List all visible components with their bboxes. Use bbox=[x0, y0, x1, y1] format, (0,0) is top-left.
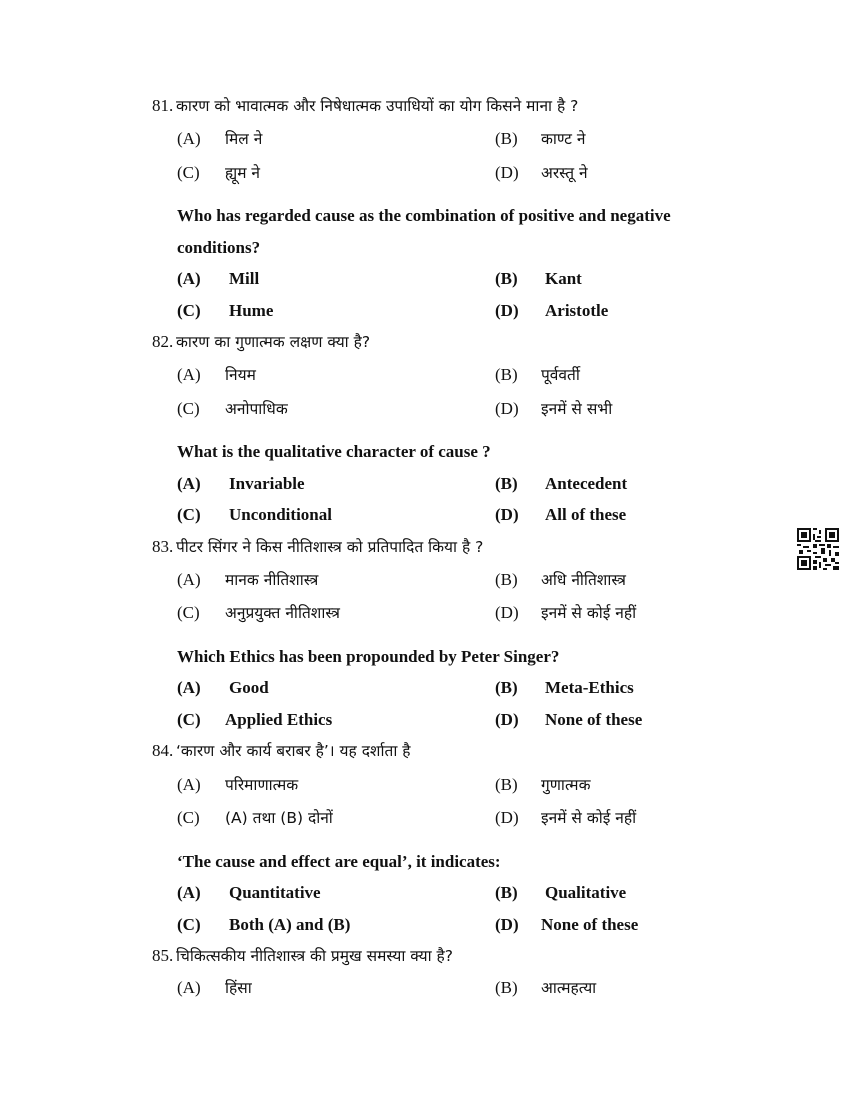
option-text: Mill bbox=[229, 269, 260, 288]
question-number: 84. bbox=[152, 741, 174, 760]
option-label: (C) bbox=[177, 603, 200, 622]
option-label: (A) bbox=[177, 365, 201, 384]
option-label: (A) bbox=[177, 678, 201, 697]
option-text: गुणात्मक bbox=[541, 776, 591, 794]
question-text-english: Who has regarded cause as the combination of positive and negative bbox=[177, 206, 671, 225]
option-text: पूर्ववर्ती bbox=[541, 366, 580, 384]
option-label: (A) bbox=[177, 474, 201, 493]
question-text-english: Which Ethics has been propounded by Peter Singer? bbox=[177, 647, 560, 666]
question-text-hindi: पीटर सिंगर ने किस नीतिशास्त्र को प्रतिपादित किया है ? bbox=[176, 538, 484, 556]
option-text: अनोपाधिक bbox=[225, 400, 288, 418]
option-text: अनुप्रयुक्त नीतिशास्त्र bbox=[225, 604, 340, 622]
option-text: Both (A) and (B) bbox=[229, 915, 351, 934]
option-text: Quantitative bbox=[229, 883, 321, 902]
option-label: (A) bbox=[177, 269, 201, 288]
option-text: Antecedent bbox=[545, 474, 628, 493]
option-text: Applied Ethics bbox=[225, 710, 333, 729]
option-label: (B) bbox=[495, 365, 518, 384]
option-label: (C) bbox=[177, 710, 201, 729]
option-label: (B) bbox=[495, 978, 518, 997]
option-text: मानक नीतिशास्त्र bbox=[225, 571, 319, 589]
option-label: (D) bbox=[495, 808, 519, 827]
option-text: आत्महत्या bbox=[541, 979, 597, 997]
qr-code-icon bbox=[797, 528, 839, 570]
option-text: परिमाणात्मक bbox=[225, 776, 299, 794]
option-label: (B) bbox=[495, 474, 518, 493]
option-text: अरस्तू ने bbox=[541, 164, 588, 182]
option-label: (D) bbox=[495, 301, 519, 320]
option-label: (C) bbox=[177, 808, 200, 827]
option-text: मिल ने bbox=[225, 130, 263, 148]
option-text: Meta-Ethics bbox=[545, 678, 634, 697]
option-text: Aristotle bbox=[545, 301, 609, 320]
option-text: अधि नीतिशास्त्र bbox=[541, 571, 626, 589]
option-label: (B) bbox=[495, 883, 518, 902]
question-number: 82. bbox=[152, 332, 174, 351]
option-text: Qualitative bbox=[545, 883, 627, 902]
option-text: None of these bbox=[545, 710, 643, 729]
option-text: हिंसा bbox=[225, 979, 252, 997]
option-label: (A) bbox=[177, 129, 201, 148]
option-label: (C) bbox=[177, 505, 201, 524]
option-label: (A) bbox=[177, 775, 201, 794]
question-text-english-cont: conditions? bbox=[177, 238, 261, 257]
question-number: 85. bbox=[152, 946, 174, 965]
option-label: (B) bbox=[495, 129, 518, 148]
option-label: (B) bbox=[495, 775, 518, 794]
question-text-english: What is the qualitative character of cause ? bbox=[177, 442, 491, 461]
option-text: Unconditional bbox=[229, 505, 332, 524]
option-label: (D) bbox=[495, 399, 519, 418]
option-text: इनमें से कोई नहीं bbox=[541, 604, 637, 622]
option-text: Invariable bbox=[229, 474, 305, 493]
option-label: (B) bbox=[495, 678, 518, 697]
question-text-english: ‘The cause and effect are equal’, it indicates: bbox=[177, 852, 501, 871]
option-label: (A) bbox=[177, 570, 201, 589]
option-text: All of these bbox=[545, 505, 627, 524]
option-label: (D) bbox=[495, 505, 519, 524]
option-label: (C) bbox=[177, 399, 200, 418]
option-text: (A) तथा (B) दोनों bbox=[225, 809, 333, 827]
option-label: (D) bbox=[495, 603, 519, 622]
option-text: Hume bbox=[229, 301, 274, 320]
option-text: None of these bbox=[541, 915, 639, 934]
question-text-hindi: चिकित्सकीय नीतिशास्त्र की प्रमुख समस्या क्या है? bbox=[176, 947, 453, 965]
option-label: (D) bbox=[495, 915, 519, 934]
question-number: 81. bbox=[152, 96, 174, 115]
option-label: (B) bbox=[495, 570, 518, 589]
option-label: (C) bbox=[177, 301, 201, 320]
question-text-hindi: कारण का गुणात्मक लक्षण क्या है? bbox=[176, 333, 371, 351]
option-label: (D) bbox=[495, 163, 519, 182]
option-label: (D) bbox=[495, 710, 519, 729]
question-number: 83. bbox=[152, 537, 174, 556]
option-text: ह्यूम ने bbox=[225, 164, 260, 182]
option-text: इनमें से सभी bbox=[541, 400, 613, 418]
option-text: इनमें से कोई नहीं bbox=[541, 809, 637, 827]
question-text-hindi: कारण को भावात्मक और निषेधात्मक उपाधियों का योग किसने माना है ? bbox=[176, 97, 579, 115]
option-text: नियम bbox=[225, 366, 256, 384]
option-label: (B) bbox=[495, 269, 518, 288]
option-text: Kant bbox=[545, 269, 582, 288]
option-label: (A) bbox=[177, 883, 201, 902]
question-text-hindi: ‘कारण और कार्य बराबर है’। यह दर्शाता है bbox=[176, 742, 411, 760]
option-label: (A) bbox=[177, 978, 201, 997]
option-text: Good bbox=[229, 678, 269, 697]
option-label: (C) bbox=[177, 163, 200, 182]
option-text: काण्ट ने bbox=[541, 130, 586, 148]
option-label: (C) bbox=[177, 915, 201, 934]
